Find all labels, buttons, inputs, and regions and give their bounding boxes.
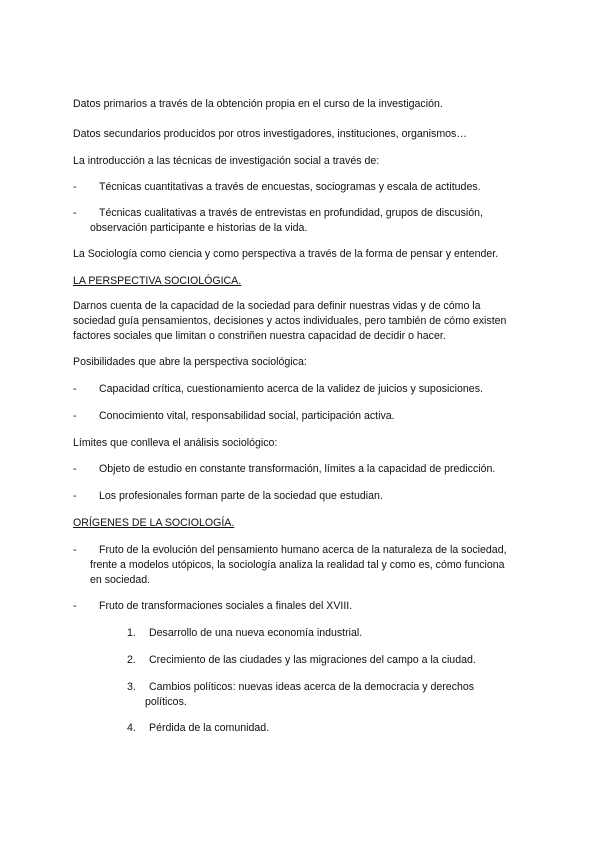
numbered-item-number: 2. bbox=[127, 654, 136, 666]
numbered-item-text: Cambios políticos: nuevas ideas acerca de la democracia y derechos bbox=[149, 681, 475, 693]
bullet-evolucion-line3: en sociedad. bbox=[90, 574, 151, 586]
bullet-cualitativas-line1: Técnicas cualitativas a través de entrevistas en profundidad, grupos de discusión, bbox=[99, 207, 483, 219]
bullet-evolucion-line1: Fruto de la evolución del pensamiento humano acerca de la naturaleza de la sociedad, bbox=[99, 544, 507, 556]
posibilidades-title: Posibilidades que abre la perspectiva sociológica: bbox=[73, 356, 307, 368]
paragraph-tecnicas-intro: La introducción a las técnicas de investigación social a través de: bbox=[73, 155, 380, 167]
paragraph-sociologia-ciencia: La Sociología como ciencia y como perspectiva a través de la forma de pensar y entender. bbox=[73, 248, 499, 260]
bullet-dash: - bbox=[73, 490, 77, 502]
heading-origenes: ORÍGENES DE LA SOCIOLOGÍA. bbox=[73, 517, 235, 529]
paragraph-perspectiva-line1: Darnos cuenta de la capacidad de la sociedad para definir nuestras vidas y de cómo la bbox=[73, 300, 481, 312]
bullet-dash: - bbox=[73, 181, 77, 193]
bullet-dash: - bbox=[73, 383, 77, 395]
bullet-transformaciones: Fruto de transformaciones sociales a finales del XVIII. bbox=[99, 600, 353, 612]
bullet-profesionales: Los profesionales forman parte de la sociedad que estudian. bbox=[99, 490, 383, 502]
limites-title: Límites que conlleva el análisis sociológico: bbox=[73, 437, 278, 449]
bullet-cuantitativas: Técnicas cuantitativas a través de encuestas, sociogramas y escala de actitudes. bbox=[99, 181, 481, 193]
bullet-dash: - bbox=[73, 207, 77, 219]
bullet-objeto-estudio: Objeto de estudio en constante transformación, límites a la capacidad de predicción. bbox=[99, 463, 496, 475]
paragraph-perspectiva-line3: factores sociales que limitan o constriñen nuestra capacidad de decidir o hacer. bbox=[73, 330, 446, 342]
numbered-item-number: 1. bbox=[127, 627, 136, 639]
numbered-item-text: Pérdida de la comunidad. bbox=[149, 722, 270, 734]
bullet-dash: - bbox=[73, 600, 77, 612]
numbered-item-text-cont: políticos. bbox=[145, 696, 187, 708]
bullet-dash: - bbox=[73, 544, 77, 556]
bullet-capacidad-critica: Capacidad crítica, cuestionamiento acerca de la validez de juicios y suposiciones. bbox=[99, 383, 483, 395]
bullet-conocimiento-vital: Conocimiento vital, responsabilidad social, participación activa. bbox=[99, 410, 395, 422]
numbered-item-text: Desarrollo de una nueva economía industrial. bbox=[149, 627, 363, 639]
bullet-dash: - bbox=[73, 463, 77, 475]
paragraph-datos-secundarios: Datos secundarios producidos por otros investigadores, instituciones, organismos… bbox=[73, 128, 467, 140]
heading-perspectiva: LA PERSPECTIVA SOCIOLÓGICA. bbox=[73, 275, 242, 287]
numbered-item-text: Crecimiento de las ciudades y las migraciones del campo a la ciudad. bbox=[149, 654, 476, 666]
bullet-evolucion-line2: frente a modelos utópicos, la sociología analiza la realidad tal y como es, cómo funciona bbox=[90, 559, 505, 571]
paragraph-datos-primarios: Datos primarios a través de la obtención propia en el curso de la investigación. bbox=[73, 98, 443, 110]
paragraph-perspectiva-line2: sociedad guía pensamientos, decisiones y actos individuales, pero también de cómo existen bbox=[73, 315, 507, 327]
numbered-item-number: 4. bbox=[127, 722, 136, 734]
bullet-cualitativas-line2: observación participante e historias de la vida. bbox=[90, 222, 308, 234]
bullet-dash: - bbox=[73, 410, 77, 422]
numbered-item-number: 3. bbox=[127, 681, 136, 693]
